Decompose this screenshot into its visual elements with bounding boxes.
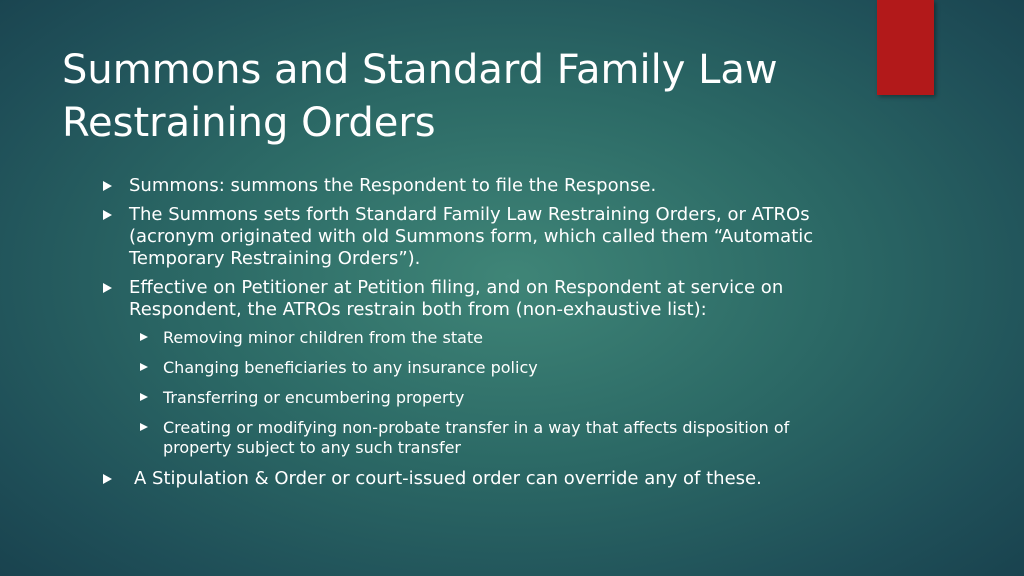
sub-bullet-item [137,388,840,408]
bullet-text: Summons: summons the Respondent to file the Response. [129,175,657,196]
sub-bullet-item [137,328,840,348]
bullet-text: A Stipulation & Order or court-issued order can override any of these. [134,468,762,489]
bullet-text: The Summons sets forth Standard Family Law Restraining Orders, or ATROs (acronym originated with old Summons form, which called them “Automatic Temporary Restraining Orders”). [129,204,814,269]
triangle-right-icon [140,363,148,371]
sub-bullet-item [137,418,840,458]
triangle-right-icon [103,283,112,293]
sub-bullet-list [137,328,840,458]
triangle-right-icon [140,423,148,431]
sub-bullet-text: Creating or modifying non-probate transfer in a way that affects disposition of property subject to any such transfer [163,418,790,457]
sub-bullet-text: Transferring or encumbering property [163,388,465,407]
bullet-item [100,175,840,197]
triangle-right-icon [103,210,112,220]
sub-bullet-text: Changing beneficiaries to any insurance policy [163,358,538,377]
bullet-text: Effective on Petitioner at Petition filing, and on Respondent at service on Respondent, the ATROs restrain both from (non-exhaustive list): [129,277,784,320]
bullet-item [100,204,840,270]
triangle-right-icon [140,333,148,341]
bullet-item [100,468,840,490]
triangle-right-icon [103,181,112,191]
slide-content [100,175,840,497]
sub-bullet-text: Removing minor children from the state [163,328,484,347]
bullet-item [100,277,840,321]
triangle-right-icon [103,474,112,484]
triangle-right-icon [140,393,148,401]
accent-bar [877,0,934,95]
sub-bullet-item [137,358,840,378]
slide-title: Summons and Standard Family Law Restraining Orders [62,47,778,146]
